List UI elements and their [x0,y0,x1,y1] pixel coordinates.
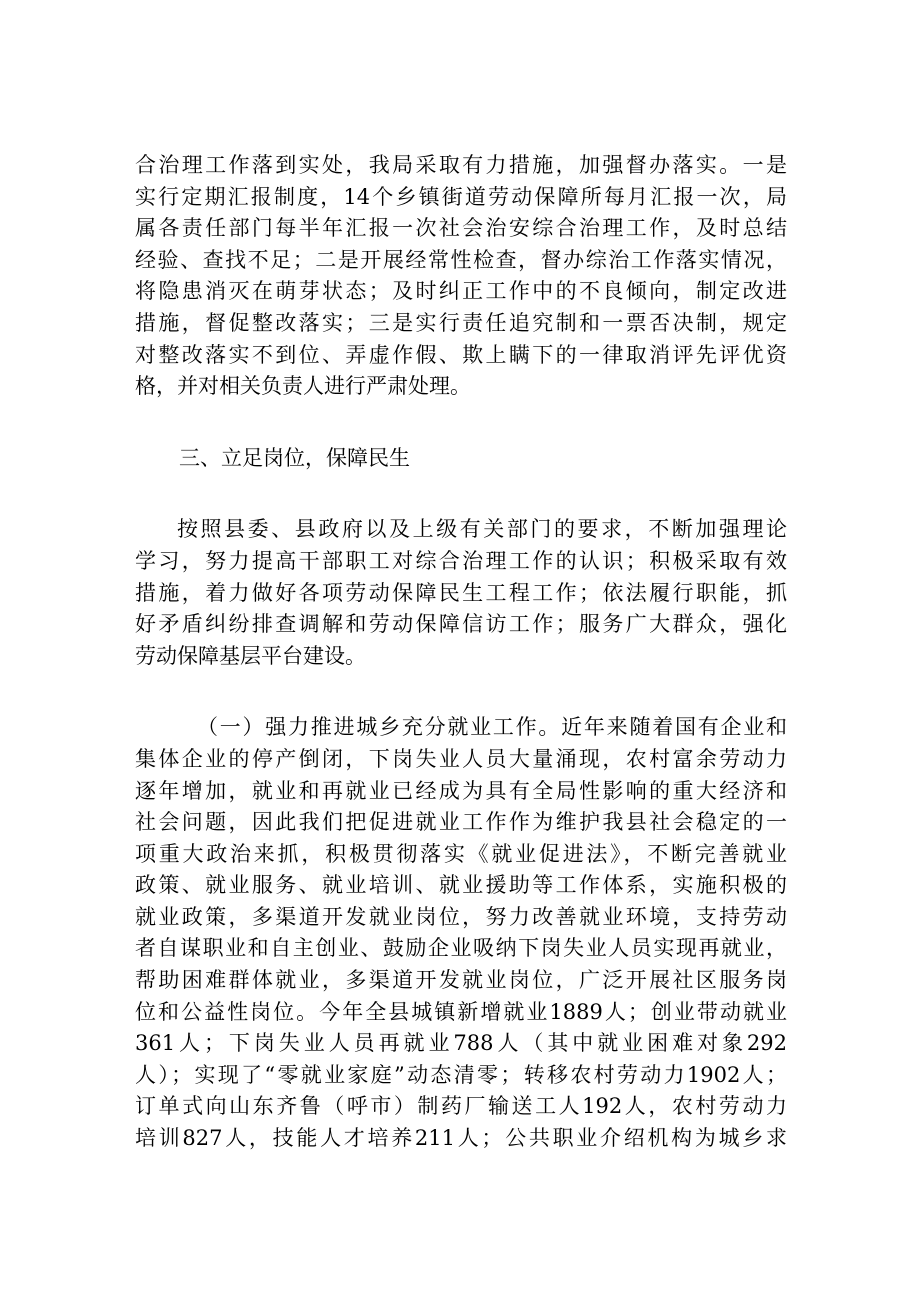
text-line: 逐年增加，就业和再就业已经成为具有全局性影响的重大经济和 [135,778,787,803]
text-line: 经验、查找不足；二是开展经常性检查，督办综治工作落实情况， [135,247,787,272]
text-line: 集体企业的停产倒闭，下岗失业人员大量涌现，农村富余劳动力 [135,746,787,771]
text-line: 361人；下岗失业人员再就业788人（其中就业困难对象292 [135,1031,787,1056]
paragraph-gap [135,403,787,443]
text-line: 学习，努力提高干部职工对综合治理工作的认识；积极采取有效 [135,548,787,573]
text-line: 人）；实现了“零就业家庭”动态清零；转移农村劳动力1902人； [135,1062,787,1087]
paragraph-body-1 [135,150,787,403]
text-line: 项重大政治来抓，积极贯彻落实《就业促进法》，不断完善就业 [135,841,787,866]
text-line: 政策、就业服务、就业培训、就业援助等工作体系，实施积极的 [135,873,787,898]
section-heading [135,443,787,475]
paragraph-gap [135,474,787,514]
text-line: 位和公益性岗位。今年全县城镇新增就业1889人；创业带动就业 [135,999,787,1024]
text-line: （一）强力推进城乡充分就业工作。近年来随着国有企业和 [197,715,787,740]
paragraph-subsection-1 [135,712,787,1154]
text-line: 对整改落实不到位、弄虚作假、欺上瞒下的一律取消评先评优资 [135,342,787,367]
text-line: 订单式向山东齐鲁（呼市）制药厂输送工人192人，农村劳动力 [135,1094,787,1119]
text-line: 帮助困难群体就业，多渠道开发就业岗位，广泛开展社区服务岗 [135,968,787,993]
document-page [135,150,787,1155]
text-line: 劳动保障基层平台建设。 [135,643,366,668]
text-line: 培训827人，技能人才培养211人；公共职业介绍机构为城乡求 [135,1126,787,1151]
text-line: 社会问题，因此我们把促进就业工作作为维护我县社会稳定的一 [135,810,787,835]
text-line: 措施，着力做好各项劳动保障民生工程工作；依法履行职能，抓 [135,580,787,605]
text-line: 者自谋职业和自主创业、鼓励企业吸纳下岗失业人员实现再就业， [135,936,787,961]
heading-text: 三、立足岗位，保障民生 [179,445,410,470]
text-line: 就业政策，多渠道开发就业岗位，努力改善就业环境，支持劳动 [135,904,787,929]
text-line: 好矛盾纠纷排查调解和劳动保障信访工作；服务广大群众，强化 [135,612,787,637]
text-line: 格，并对相关负责人进行严肃处理。 [135,374,471,399]
paragraph-gap [135,672,787,712]
text-line: 实行定期汇报制度，14个乡镇街道劳动保障所每月汇报一次，局 [135,184,787,209]
text-line: 属各责任部门每半年汇报一次社会治安综合治理工作，及时总结 [135,216,787,241]
text-line: 合治理工作落到实处，我局采取有力措施，加强督办落实。一是 [135,153,787,177]
paragraph-body-2 [135,514,787,672]
text-line: 将隐患消灭在萌芽状态；及时纠正工作中的不良倾向，制定改进 [135,279,787,304]
text-line: 措施，督促整改落实；三是实行责任追究制和一票否决制，规定 [135,310,787,335]
text-line: 按照县委、县政府以及上级有关部门的要求，不断加强理论 [177,517,787,542]
